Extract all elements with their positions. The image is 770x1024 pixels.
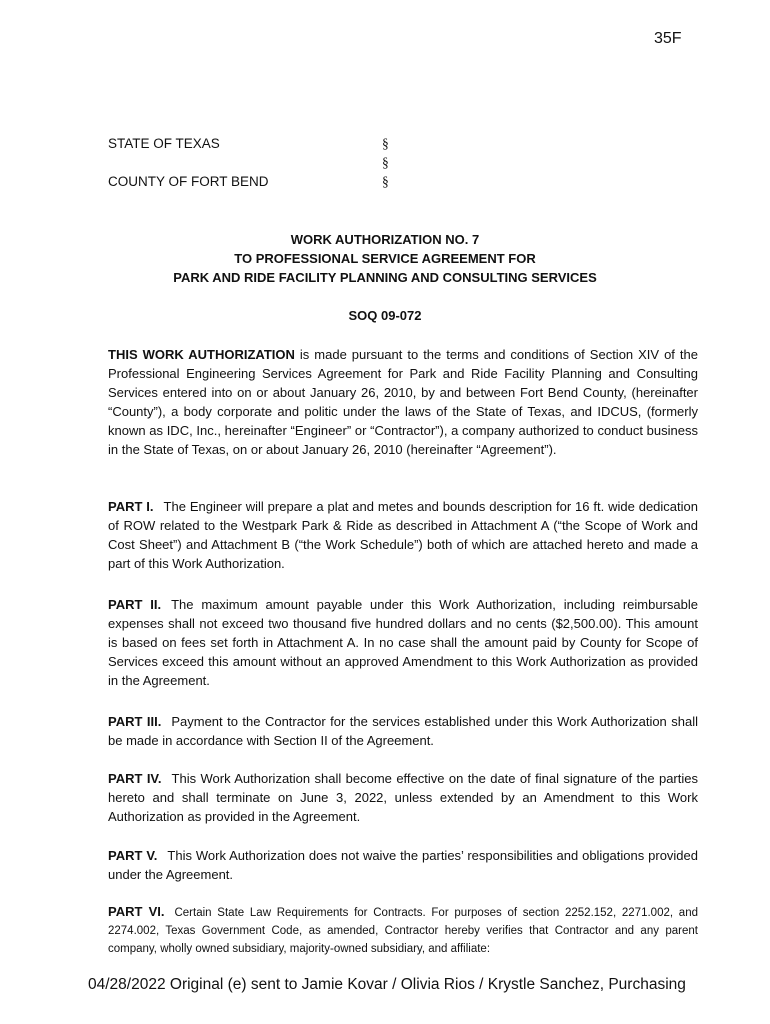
intro-paragraph [108,345,698,459]
part-i-paragraph [108,497,698,573]
part-iv-paragraph [108,769,698,826]
part-text: This Work Authorization does not waive the parties’ responsibilities and obligations provided under the Agreement. [108,848,699,882]
part-label: PART I. [108,499,154,514]
section-symbol: § [382,174,389,189]
part-label: PART III. [108,714,162,729]
part-text: Payment to the Contractor for the services established under this Work Authorization shall be made in accordance with Section II of the Agreement. [108,714,698,748]
part-ii-paragraph [108,595,698,690]
part-label: PART II. [108,597,162,612]
part-v-paragraph [108,846,698,884]
part-text: This Work Authorization shall become effective on the date of final signature of the parties hereto and shall terminate on June 3, 2022, unless extended by an Amendment to this Work Authorization as provided in the Agreement. [108,771,698,824]
intro-lead: THIS WORK AUTHORIZATION [108,347,295,362]
intro-text: is made pursuant to the terms and conditions of Section XIV of the Professional Engineering Services Agreement for Park and Ride Facility Planning and Consulting Services entered into on or about January 26, 2010, by and between Fort Bend County, (hereinafter “County”), a body corporate and politic under the laws of the State of Texas, and IDCUS, (formerly known as IDC, Inc., hereinafter “Engineer” or “Contractor”), a company authorized to conduct business in the State of Texas, on or about January 26, 2010 (hereinafter “Agreement”). [108,347,698,457]
part-vi-paragraph [108,903,698,958]
document-title-line-1: WORK AUTHORIZATION NO. 7 [290,232,480,247]
part-label: PART IV. [108,771,162,786]
part-label: PART VI. [108,904,165,919]
section-symbol: § [382,136,389,151]
part-iii-paragraph [108,712,698,750]
part-text: Certain State Law Requirements for Contracts. For purposes of section 2252.152, 2271.002, and 2274.002, Texas Government Code, as amended, Contractor hereby verifies that Contractor and any parent company, wholly owned subsidiary, majority-owned subsidiary, and affiliate: [108,907,698,955]
caption-state: STATE OF TEXAS [108,136,220,151]
document-title-line-3: PARK AND RIDE FACILITY PLANNING AND CONSULTING SERVICES [173,270,597,285]
part-text: The Engineer will prepare a plat and metes and bounds description for 16 ft. wide dedication of ROW related to the Westpark Park & Ride as described in Attachment A (“the Scope of Work and Cost Sheet”) and Attachment B (“the Work Schedule”) both of which are attached hereto and made a part of this Work Authorization. [108,499,698,571]
document-title-line-2: TO PROFESSIONAL SERVICE AGREEMENT FOR [234,251,536,266]
part-label: PART V. [108,848,158,863]
page-number: 35F [654,30,682,47]
part-text: The maximum amount payable under this Work Authorization, including reimbursable expenses shall not exceed two thousand five hundred dollars and no cents ($2,500.00). This amount is based on fees set forth in Attachment A. In no case shall the amount paid by County for Scope of Services exceed this amount without an approved Amendment to this Work Authorization as provided in the Agreement. [108,597,698,688]
section-symbol: § [382,155,389,170]
caption-county: COUNTY OF FORT BEND [108,174,269,189]
footer-note: 04/28/2022 Original (e) sent to Jamie Kovar / Olivia Rios / Krystle Sanchez, Purchasing [88,976,686,993]
soq-number: SOQ 09-072 [348,308,422,323]
